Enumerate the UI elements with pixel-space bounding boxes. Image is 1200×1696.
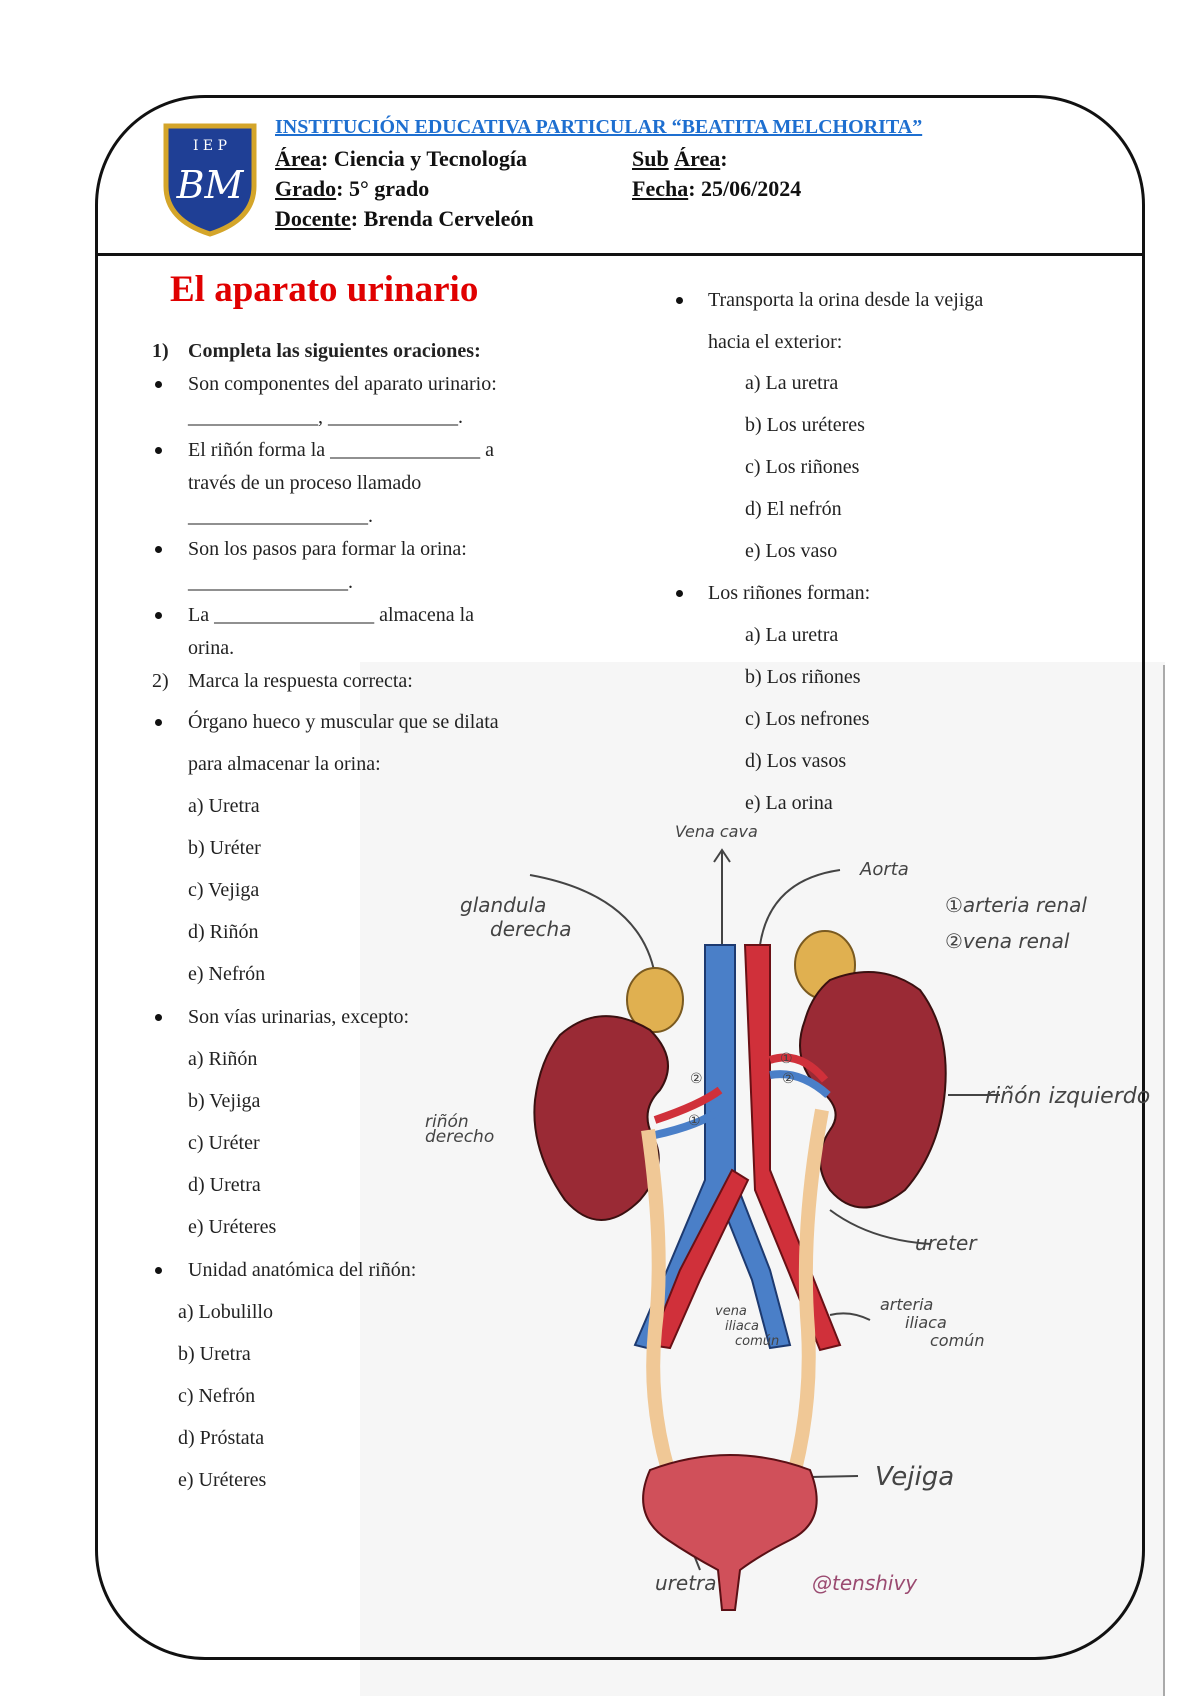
grado-value: : 5° grado bbox=[336, 176, 430, 201]
q2-option: c) Uréter bbox=[188, 1132, 260, 1154]
label-ureter: ureter bbox=[915, 1231, 977, 1255]
s1-line: ________________. bbox=[188, 571, 353, 593]
q5-option: a) La uretra bbox=[745, 624, 839, 646]
q3-option: d) Próstata bbox=[178, 1427, 265, 1449]
marker-1: ① bbox=[688, 1113, 701, 1129]
label-vejiga: Vejiga bbox=[875, 1462, 955, 1492]
page-title: El aparato urinario bbox=[170, 269, 479, 310]
right-kidney bbox=[534, 1016, 668, 1220]
q1-option: c) Vejiga bbox=[188, 879, 260, 901]
q2-text: Son vías urinarias, excepto: bbox=[188, 1006, 410, 1028]
area-label: Área bbox=[275, 146, 322, 171]
q4-option: d) El nefrón bbox=[745, 498, 842, 520]
q2-option: e) Uréteres bbox=[188, 1216, 277, 1238]
label-rinon-derecho-1: riñón bbox=[425, 1112, 469, 1132]
s1-line: Son los pasos para formar la orina: bbox=[188, 538, 467, 560]
q1-text: Órgano hueco y muscular que se dilata bbox=[188, 711, 499, 733]
label-rinon-derecho-2: derecho bbox=[425, 1127, 495, 1147]
q5-text: Los riñones forman: bbox=[708, 582, 871, 604]
label-glandula-2: derecha bbox=[490, 917, 572, 941]
docente-label: Docente bbox=[275, 206, 351, 231]
q4-text: Transporta la orina desde la vejiga bbox=[708, 289, 984, 311]
label-vena-iliaca-2: iliaca bbox=[725, 1319, 759, 1334]
marker-2: ② bbox=[690, 1071, 703, 1087]
label-rinon-izquierdo: riñón izquierdo bbox=[985, 1084, 1151, 1109]
area-value: : Ciencia y Tecnología bbox=[321, 146, 527, 171]
logo-top-text: I E P bbox=[192, 138, 228, 154]
section2-heading: Marca la respuesta correcta: bbox=[188, 670, 413, 692]
subarea-label-area: Área bbox=[674, 146, 721, 171]
grado-label: Grado bbox=[275, 176, 337, 201]
logo-initials: BM bbox=[176, 163, 244, 207]
s1-line: El riñón forma la _______________ a bbox=[188, 439, 495, 461]
q2-option: d) Uretra bbox=[188, 1174, 261, 1196]
q5-option: e) La orina bbox=[745, 792, 833, 814]
q4-option: c) Los riñones bbox=[745, 456, 860, 478]
q4-option: e) Los vaso bbox=[745, 540, 838, 562]
q3-text: Unidad anatómica del riñón: bbox=[188, 1259, 417, 1281]
q5-option: d) Los vasos bbox=[745, 750, 847, 772]
q1-text: para almacenar la orina: bbox=[188, 753, 381, 775]
label-glandula-1: glandula bbox=[460, 893, 547, 917]
q1-option: e) Nefrón bbox=[188, 963, 266, 985]
label-aorta: Aorta bbox=[860, 859, 909, 880]
s1-line: La ________________ almacena la bbox=[188, 604, 475, 626]
q4-option: a) La uretra bbox=[745, 372, 839, 394]
label-arteria-iliaca-2: iliaca bbox=[905, 1313, 947, 1332]
label-vena-cava: Vena cava bbox=[675, 822, 758, 841]
image-credit: @tenshivy bbox=[812, 1571, 918, 1595]
q1-option: d) Riñón bbox=[188, 921, 259, 943]
subarea-value: : bbox=[720, 146, 728, 171]
label-arteria-iliaca-1: arteria bbox=[880, 1295, 934, 1314]
q5-option: b) Los riñones bbox=[745, 666, 861, 688]
label-arteria-iliaca-3: común bbox=[930, 1331, 985, 1350]
label-vena-iliaca-1: vena bbox=[715, 1304, 747, 1319]
q2-option: b) Vejiga bbox=[188, 1090, 261, 1112]
q5-option: c) Los nefrones bbox=[745, 708, 870, 730]
fecha-value: : 25/06/2024 bbox=[688, 176, 802, 201]
fecha-label: Fecha bbox=[632, 176, 689, 201]
q2-option: a) Riñón bbox=[188, 1048, 258, 1070]
q3-option: a) Lobulillo bbox=[178, 1301, 273, 1323]
marker-1: ① bbox=[780, 1051, 793, 1067]
label-vena-renal: ②vena renal bbox=[945, 929, 1070, 953]
q4-text: hacia el exterior: bbox=[708, 331, 843, 353]
marker-2: ② bbox=[782, 1071, 795, 1087]
q3-option: c) Nefrón bbox=[178, 1385, 256, 1407]
q3-option: e) Uréteres bbox=[178, 1469, 267, 1491]
label-uretra: uretra bbox=[655, 1571, 717, 1595]
institution-name: INSTITUCIÓN EDUCATIVA PARTICULAR “BEATITA MELCHORITA” bbox=[275, 116, 923, 138]
s1-line: orina. bbox=[188, 637, 235, 659]
q1-option: b) Uréter bbox=[188, 837, 261, 859]
s1-line: __________________. bbox=[188, 505, 373, 527]
section1-heading: Completa las siguientes oraciones: bbox=[188, 340, 481, 362]
q3-option: b) Uretra bbox=[178, 1343, 251, 1365]
label-vena-iliaca-3: común bbox=[735, 1334, 780, 1349]
q1-option: a) Uretra bbox=[188, 795, 260, 817]
label-arteria-renal: ①arteria renal bbox=[945, 893, 1087, 917]
s1-line: través de un proceso llamado bbox=[188, 472, 422, 494]
q4-option: b) Los uréteres bbox=[745, 414, 865, 436]
s1-line: _____________, _____________. bbox=[188, 406, 463, 428]
docente-value: : Brenda Cerveleón bbox=[350, 206, 534, 231]
subarea-label-sub: Sub bbox=[632, 146, 669, 171]
s1-line: Son componentes del aparato urinario: bbox=[188, 373, 497, 395]
section1-number: 1) bbox=[152, 340, 169, 362]
section2-number: 2) bbox=[152, 670, 169, 692]
